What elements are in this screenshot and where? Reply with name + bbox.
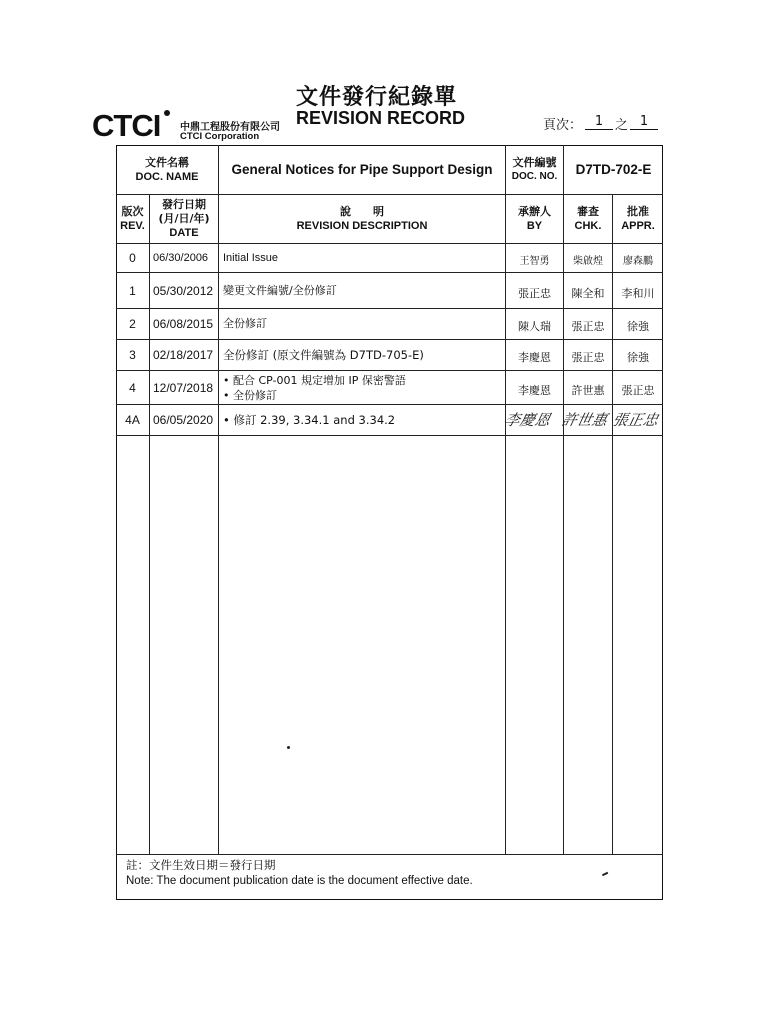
page-label: 頁次： — [543, 118, 583, 133]
col-date-format: (月/日/年) — [158, 212, 210, 225]
rule — [116, 404, 663, 405]
signature-by: 李慶恩 — [502, 411, 552, 429]
row-description-line: • 全份修訂 — [223, 389, 277, 402]
row-appr: 徐強 — [627, 320, 649, 333]
rule — [116, 272, 663, 273]
rule — [116, 243, 663, 244]
col-header-by — [506, 195, 563, 243]
row-rev: 4A — [125, 413, 140, 427]
row-by: 李慶恩 — [518, 384, 551, 397]
col-by-en: BY — [526, 220, 543, 232]
row-rev: 4 — [129, 381, 136, 395]
company-name-english: CTCI Corporation — [180, 131, 260, 142]
col-header-chk — [564, 195, 612, 243]
ctci-logo: CTCI — [92, 108, 161, 143]
col-chk-en: CHK. — [574, 220, 602, 232]
col-date-zh: 發行日期 — [162, 198, 206, 211]
footer-note-english: Note: The document publication date is the document effective date. — [126, 875, 473, 887]
col-appr-zh: 批准 — [627, 205, 649, 218]
row-appr: 廖森鵬 — [623, 256, 653, 267]
col-header-date — [150, 195, 218, 243]
row-date: 12/07/2018 — [153, 381, 214, 395]
row-rev: 2 — [129, 317, 136, 331]
title-chinese: 文件發行紀錄單 — [296, 84, 458, 110]
col-desc-en: REVISION DESCRIPTION — [296, 220, 428, 232]
col-header-rev — [116, 195, 149, 243]
col-rev-en: REV. — [120, 220, 145, 232]
row-rev: 0 — [129, 251, 136, 265]
row-by: 李慶恩 — [518, 351, 551, 364]
row-rev: 3 — [129, 348, 136, 362]
page-current: 1 — [585, 114, 613, 130]
scan-speck — [287, 746, 290, 749]
row-description: Initial Issue — [223, 252, 279, 264]
doc-name-value: General Notices for Pipe Support Design — [231, 162, 493, 177]
company-name-chinese: 中鼎工程股份有限公司 — [180, 122, 280, 133]
rule — [116, 854, 663, 855]
doc-no-label — [506, 145, 563, 194]
rule — [149, 194, 150, 854]
col-date-en: DATE — [169, 227, 199, 239]
row-by: 陳人瑞 — [518, 320, 551, 333]
row-appr: 徐強 — [627, 351, 649, 364]
row-chk: 柴啟煌 — [573, 256, 603, 267]
row-chk: 張正忠 — [571, 351, 605, 364]
row-by: 張正忠 — [518, 287, 551, 300]
row-chk: 張正忠 — [571, 320, 605, 333]
col-header-description — [219, 195, 505, 243]
row-date: 05/30/2012 — [153, 284, 214, 298]
row-appr: 張正忠 — [621, 384, 655, 397]
row-description: 全份修訂 (原文件編號為 D7TD-705-E) — [223, 348, 424, 362]
doc-no-value: D7TD-702-E — [575, 162, 652, 177]
rule — [218, 194, 219, 854]
row-chk: 陳全和 — [571, 287, 605, 300]
col-appr-en: APPR. — [621, 220, 655, 232]
row-date: 06/05/2020 — [153, 413, 214, 427]
doc-name-value-cell — [219, 145, 505, 194]
col-rev-zh: 版次 — [121, 205, 144, 218]
doc-no-label-zh: 文件編號 — [512, 155, 557, 169]
row-chk: 許世惠 — [571, 384, 605, 397]
doc-name-label-en: DOC. NAME — [135, 170, 199, 183]
doc-no-label-en: DOC. NO. — [511, 170, 558, 182]
page-of-label: 之 — [615, 118, 629, 133]
row-description: • 修訂 2.39, 3.34.1 and 3.34.2 — [223, 413, 396, 427]
doc-no-value-cell — [564, 145, 663, 194]
row-description-line: • 配合 CP-001 規定增加 IP 保密警語 — [223, 374, 406, 387]
rule — [116, 370, 663, 371]
row-description: 全份修訂 — [223, 317, 267, 330]
title-english: REVISION RECORD — [296, 108, 466, 128]
row-description: 變更文件編號/全份修訂 — [223, 284, 337, 297]
signature-appr: 張正忠 — [610, 411, 660, 429]
row-date: 06/08/2015 — [153, 317, 214, 331]
rule — [116, 339, 663, 340]
footer-note-chinese: 註：文件生效日期＝發行日期 — [126, 858, 276, 872]
row-date: 06/30/2006 — [153, 252, 209, 264]
row-rev: 1 — [129, 284, 136, 298]
page-total: 1 — [630, 114, 658, 130]
row-date: 02/18/2017 — [153, 348, 214, 362]
rule — [116, 435, 663, 436]
signature-chk: 許世惠 — [559, 411, 609, 429]
col-desc-zh: 說 明 — [340, 205, 384, 218]
logo-dot-icon — [164, 110, 170, 116]
col-chk-zh: 審查 — [577, 205, 599, 218]
doc-name-label — [116, 145, 218, 194]
col-by-zh: 承辦人 — [518, 205, 551, 218]
doc-name-label-zh: 文件名稱 — [145, 155, 189, 169]
rule — [116, 308, 663, 309]
col-header-appr — [613, 195, 663, 243]
row-by: 王智勇 — [519, 256, 550, 267]
row-appr: 李和川 — [621, 287, 655, 300]
